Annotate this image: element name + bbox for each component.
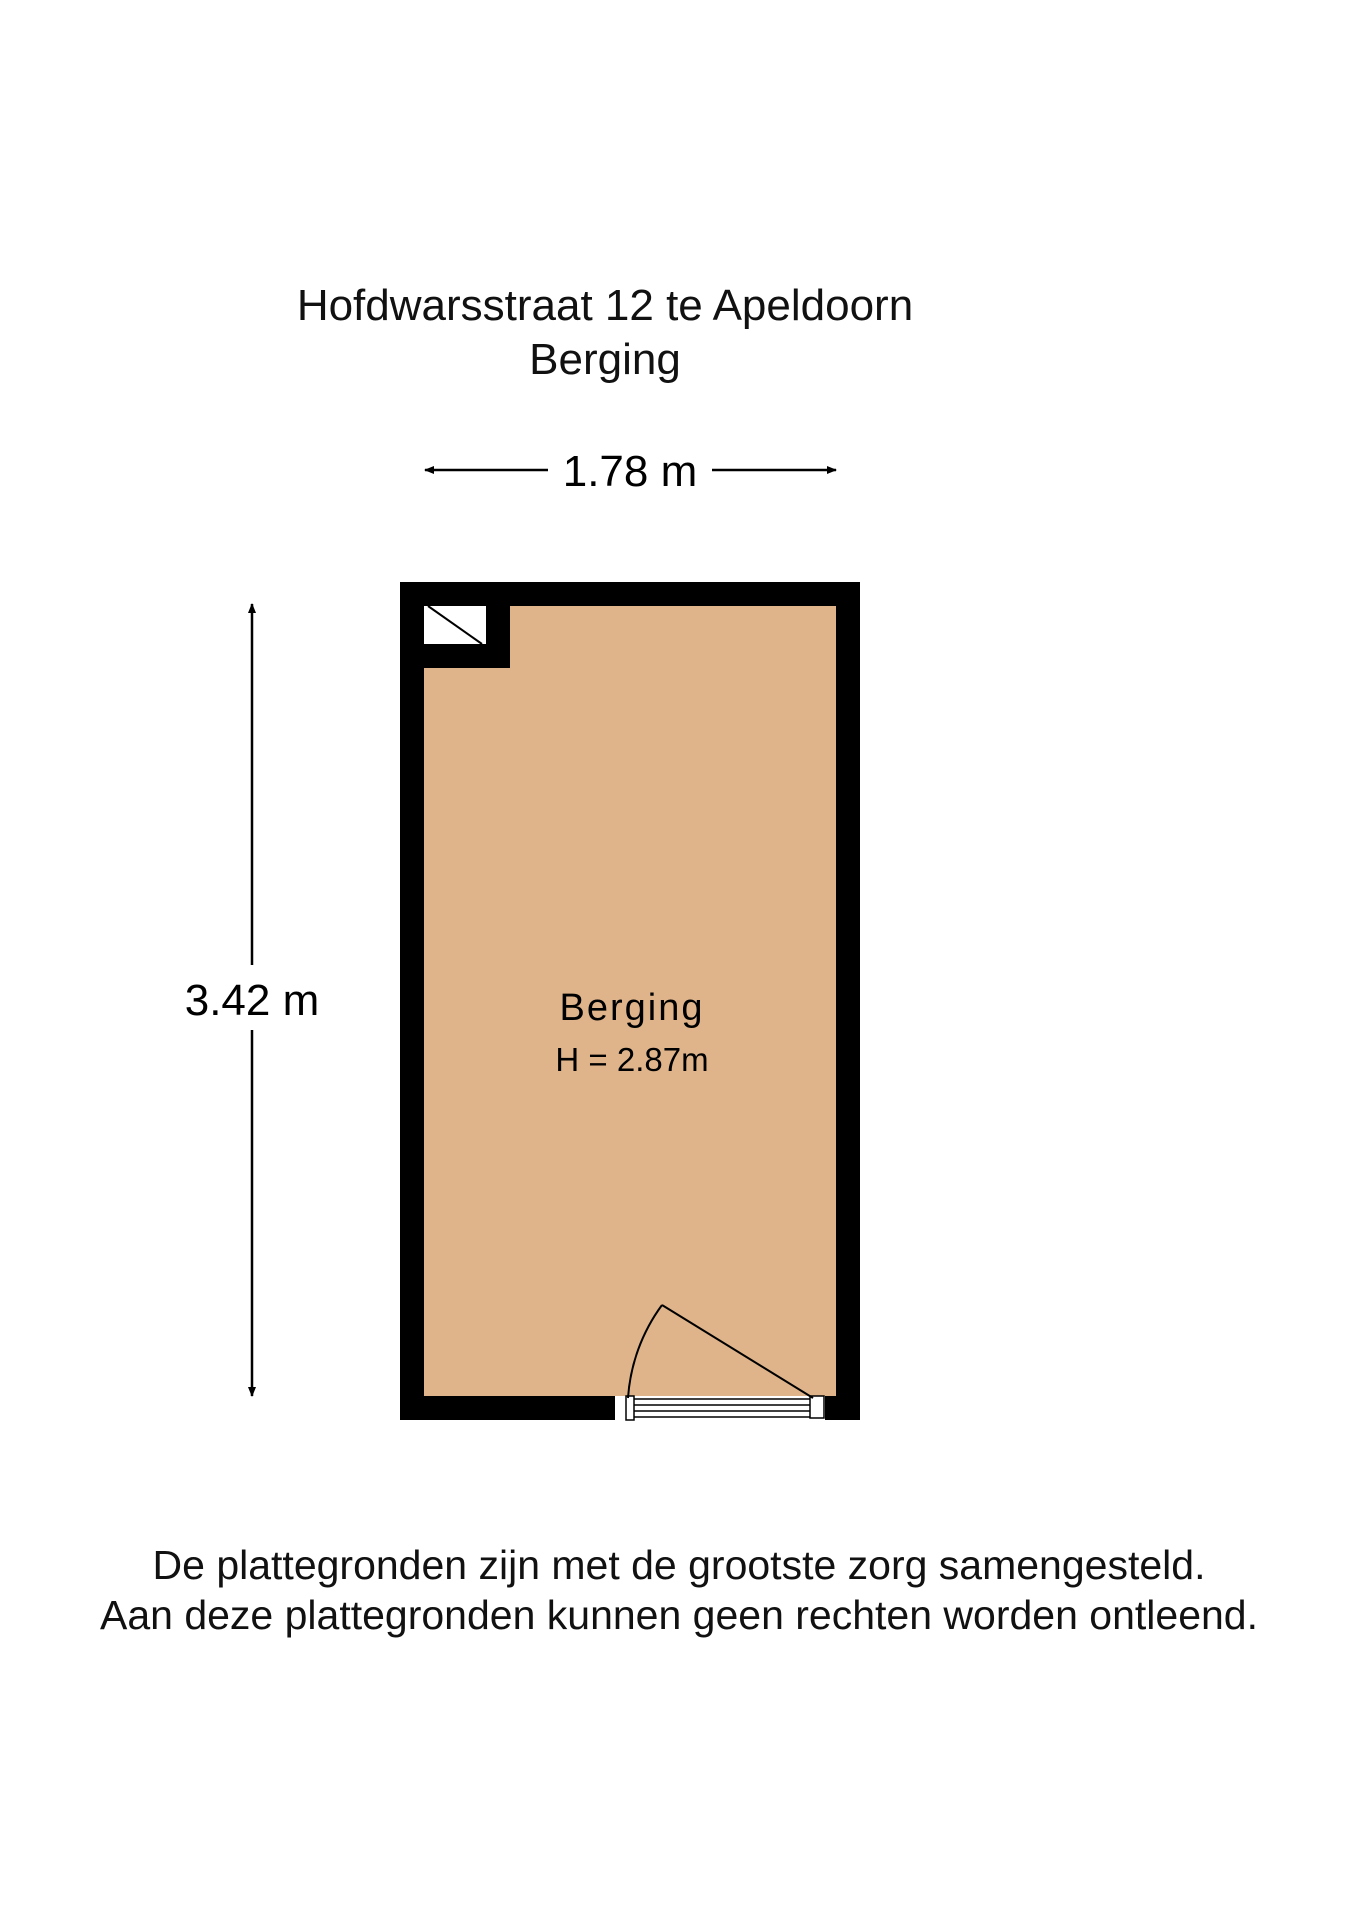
address-title: Hofdwarsstraat 12 te Apeldoorn — [296, 281, 914, 330]
disclaimer-line-1: De plattegronden zijn met de grootste zorg samengesteld. — [152, 1542, 1206, 1588]
height-dimension — [185, 604, 320, 1396]
disclaimer-line-2: Aan deze plattegronden kunnen geen rechten worden ontleend. — [99, 1592, 1258, 1638]
door-jamb-left — [626, 1396, 634, 1420]
room-name: Berging — [559, 987, 705, 1029]
door-hinge — [810, 1396, 824, 1418]
height-label: 3.42 m — [184, 976, 320, 1025]
room-ceiling-height: H = 2.87m — [555, 1041, 709, 1078]
width-label: 1.78 m — [562, 447, 698, 496]
floor-title: Berging — [529, 335, 681, 384]
width-dimension — [425, 447, 836, 496]
